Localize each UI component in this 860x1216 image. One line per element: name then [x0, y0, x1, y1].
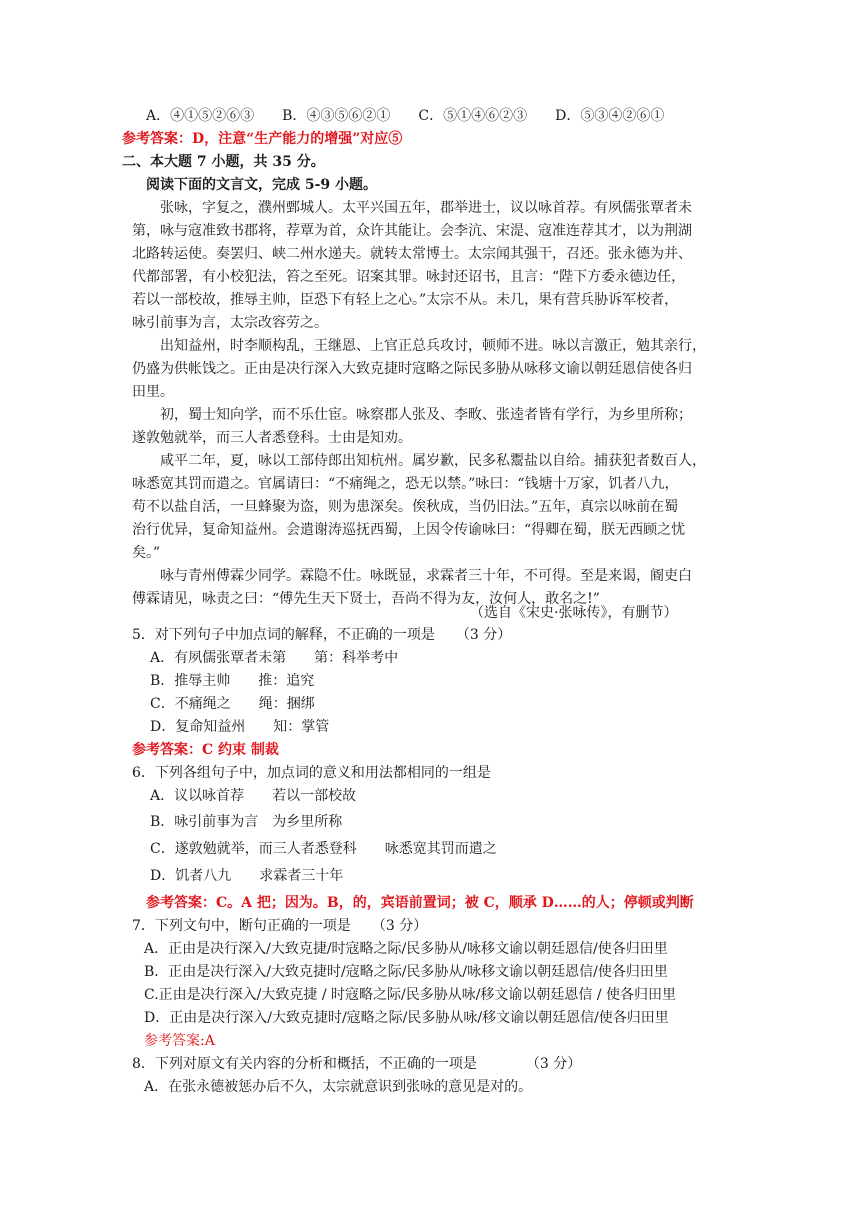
reading-intro: 阅读下面的文言文，完成 5-9 小题。 — [146, 177, 378, 193]
q7-option-b: B．正由是决行深入/大致克捷时/寇略之际/民多胁从/咏移文谕以朝廷恩信/使各归田里 — [144, 964, 668, 980]
passage-line: 咏引前事为言，太宗改容劳之。 — [132, 315, 328, 331]
passage-line: 若以一部校故，推辱主帅，臣恐下有轻上之心。”太宗不从。未几，果有营兵胁诉军校者， — [132, 292, 679, 308]
passage-line: 代都部署，有小校犯法，笞之至死。诏案其罪。咏封还诏书，且言：“陛下方委永德边任， — [132, 269, 686, 285]
passage-line: 遂敦勉就举，而三人者悉登科。士由是知劝。 — [132, 430, 412, 446]
q7-option-c: C.正由是决行深入/大致克捷 / 时寇略之际/民多胁从咏/移文谕以朝廷恩信 / 使各归田里 — [144, 987, 677, 1003]
q5-stem: 5．对下列句子中加点词的解释，不正确的一项是 （3 分） — [132, 627, 512, 643]
q4-options: A．④①⑤②⑥③ B．④③⑤⑥②① C．⑤①④⑥②③ D．⑤③④②⑥① — [146, 108, 665, 124]
passage-line: 张咏，字复之，濮州鄄城人。太平兴国五年，郡举进士，议以咏首荐。有夙儒张覃者未 — [160, 200, 692, 216]
passage-line: 出知益州，时李顺构乱，王继恩、上官正总兵攻讨，顿师不进。咏以言激正，勉其亲行， — [160, 338, 706, 354]
section-title: 二、本大题 7 小题，共 35 分。 — [122, 154, 325, 170]
q7-option-d: D．正由是决行深入/大致克捷时/寇略之际/民多胁从咏/移文谕以朝廷恩信/使各归田里 — [144, 1010, 669, 1026]
passage-source: （选自《宋史·张咏传》，有删节） — [470, 605, 678, 621]
q6-option-d: D．饥者八九 求霖者三十年 — [150, 868, 344, 884]
q5-option-d: D．复命知益州 知：掌管 — [150, 719, 330, 735]
q5-option-b: B．推辱主帅 推：追究 — [150, 673, 315, 689]
passage-line: 傅霖请见，咏责之曰：“傅先生天下贤士，吾尚不得为友，汝何人，敢名之!” — [132, 591, 600, 607]
passage-line: 苟不以盐自活，一旦蜂聚为盗，则为患深矣。俟秋成，当仍旧法。”五年，真宗以咏前在蜀 — [132, 499, 679, 515]
q8-stem: 8．下列对原文有关内容的分析和概括，不正确的一项是 （3 分） — [132, 1056, 582, 1072]
q6-stem: 6．下列各组句子中，加点词的意义和用法都相同的一组是 — [132, 765, 491, 781]
passage-line: 北路转运使。奏罢归、峡二州水递夫。就转太常博士。太宗闻其强干，召还。张永德为并、 — [132, 246, 692, 262]
passage-line: 矣。” — [132, 545, 161, 561]
passage-line: 咏悉宽其罚而遣之。官属请曰：“不痛绳之，恐无以禁。”咏曰：“钱塘十万家，饥者八九， — [132, 476, 679, 492]
q6-option-a: A．议以咏首荐 若以一部校故 — [150, 788, 357, 804]
q7-answer: 参考答案:A — [144, 1033, 215, 1049]
passage-line: 田里。 — [132, 384, 174, 400]
q6-option-b: B．咏引前事为言 为乡里所称 — [150, 814, 343, 830]
q7-option-a: A．正由是决行深入/大致克捷/时寇略之际/民多胁从/咏移文谕以朝廷恩信/使各归田里 — [144, 941, 668, 957]
passage-line: 初，蜀士知向学，而不乐仕宦。咏察郡人张及、李畋、张逵者皆有学行，为乡里所称； — [160, 407, 692, 423]
q6-answer: 参考答案：C。A 把；因为。B，的，宾语前置词；被 C，顺承 D……的人；停顿或判断 — [146, 895, 694, 911]
passage-line: 咏与青州傅霖少同学。霖隐不仕。咏既显，求霖者三十年，不可得。至是来谒，阍吏白 — [160, 568, 692, 584]
q8-option-a: A．在张永德被惩办后不久，太宗就意识到张咏的意见是对的。 — [144, 1079, 533, 1095]
passage-line: 第，咏与寇准致书郡将，荐覃为首，众许其能让。会李沆、宋湜、寇准连荐其才，以为荆湖 — [132, 223, 692, 239]
q5-option-a: A．有夙儒张覃者未第 第：科举考中 — [150, 650, 399, 666]
passage-line: 咸平二年，夏，咏以工部侍郎出知杭州。属岁歉，民多私鬻盐以自给。捕获犯者数百人， — [160, 453, 706, 469]
passage-line: 仍盛为供帐饯之。正由是决行深入大致克捷时寇略之际民多胁从咏移文谕以朝廷恩信使各归 — [132, 361, 692, 377]
q5-option-c: C．不痛绳之 绳：捆绑 — [150, 696, 315, 712]
q6-option-c: C．遂敦勉就举，而三人者悉登科 咏悉宽其罚而遣之 — [150, 841, 497, 857]
q7-stem: 7．下列文句中，断句正确的一项是 （3 分） — [132, 918, 428, 934]
passage-line: 治行优异，复命知益州。会遣谢涛巡抚西蜀，上因令传谕咏曰：“得卿在蜀，朕无西顾之忧 — [132, 522, 686, 538]
q4-answer: 参考答案：D，注意“生产能力的增强”对应⑤ — [122, 131, 403, 147]
q5-answer: 参考答案：C 约束 制裁 — [132, 742, 279, 758]
